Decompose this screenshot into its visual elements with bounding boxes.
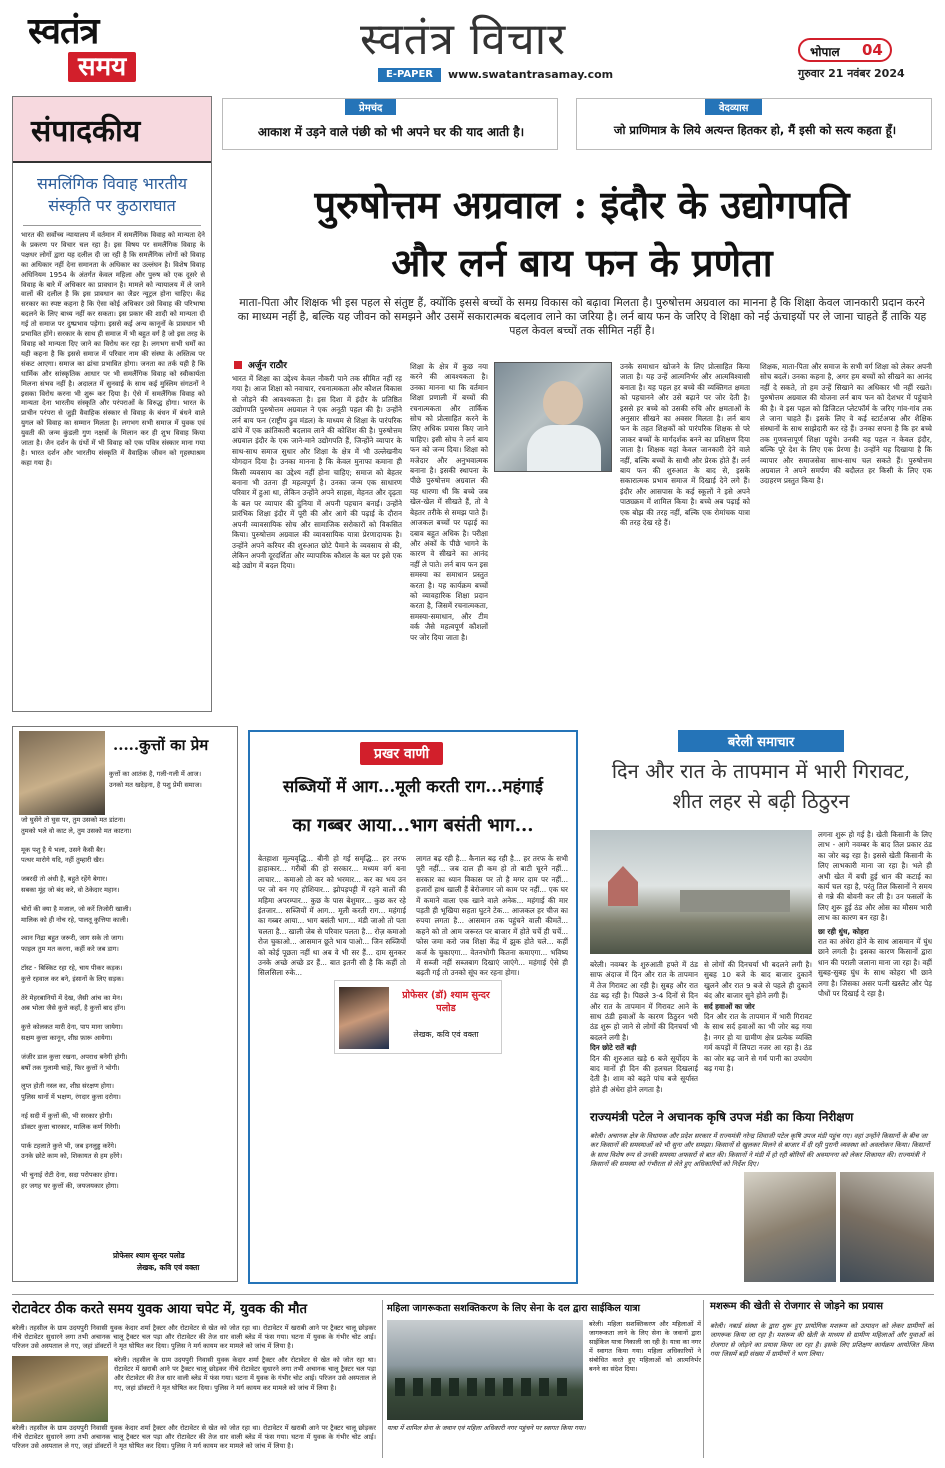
epaper-badge: E-PAPER xyxy=(378,68,441,82)
poem-line: कुत्ते रहवाल कर बने, इंसानों के लिए सड़क। xyxy=(21,974,124,983)
poem-line: तुमको भले वो काट ले, तुम उसको मत काटना। xyxy=(21,826,132,835)
prakhar-author-photo xyxy=(339,987,389,1049)
cycle-photo xyxy=(387,1320,583,1420)
poem-line: हर जगह घर कुत्तों की, जयजयकार होगा। xyxy=(21,1181,119,1190)
cycle-headline: महिला जागरूकता सशक्तिकरण के लिए सेना के दल द्वारा साईकिल यात्रा xyxy=(387,1303,641,1314)
poem-line: नई सदी में कुत्तों की, भी सरकार होगी। xyxy=(21,1111,113,1120)
poem-line: उनको मत खदेड़ना, है पशु प्रेमी समाज। xyxy=(109,780,202,789)
lead-byline xyxy=(234,358,402,372)
cycle-story xyxy=(382,1300,704,1458)
poem-box xyxy=(12,726,238,1282)
poem-line: पुलिस थानों में भक्षण, रंगदार कुत्ता दरोगा। xyxy=(21,1093,121,1102)
issue-date: गुरुवार 21 नवंबर 2024 xyxy=(798,67,905,80)
poem-line: कुत्ते कोलकत मारी देना, पाप माना जायेगा। xyxy=(21,1023,123,1032)
poem-line: बर्षों तक गुलामी चाहें, फिर कुत्तों ने भोगी। xyxy=(21,1063,120,1072)
rotavator-photo xyxy=(12,1356,108,1422)
poem-line: अब भोला जैसे कुत्ते कहाँ, है कुत्तों बाद हाँन। xyxy=(21,1004,126,1013)
poem-line: पार्क टहलाते कुत्ते भी, जब इनलुड्ड करेंगे। xyxy=(21,1141,117,1150)
bottom-row-rule xyxy=(12,1294,934,1295)
patel-text: बरेली। अचानक क्षेत्र के विधायक और प्रदेश सरकार में राज्यमंत्री नरेन्द्र शिवाजी पटेल कृषि उपज मंडी पहुंच गए। वहां उन्होंने किसानों के बीच जा कर किसानों की समस्याओं को भी सुना और समझा। किसानों से खुलकर मिलने से बाजार में दी रही पुरानी व्यवस्था को अवलोकन किया। किसानों के साथ विशेष रूप से उनकी समस्या अफसरों से बात की। किसानों ने मंडी में हो रही बोरियों की अवमानना को लेकर शिकायत की। राज्यमंत्री ने किसानों की समस्या को गंभीरता से लेते हुए अधिकारियों को निर्देश दिए। xyxy=(590,1132,930,1169)
prakhar-label: प्रखर वाणी xyxy=(360,742,443,765)
poem-author: प्रोफेसर श्याम सुन्दर पलोड xyxy=(113,1251,185,1260)
patel-section xyxy=(588,1108,934,1284)
bareli-subhead2: सर्द हवाओं का जोर xyxy=(704,1001,755,1011)
mushroom-story xyxy=(710,1300,934,1458)
poem-line: जबरदी तो अंधी है, बहुते रहेंगे बेगार। xyxy=(21,875,108,884)
bareli-col2-text: से लोगों की दिनचर्या भी बदलने लगी है। सुबह 10 बजे के बाद बाजार दुकानें खुलने और रात 9 बजे से पहले ही दुकानें बंद और बाजार सुने होने लगी हैं। xyxy=(704,960,812,1001)
lead-portrait-photo xyxy=(494,362,612,472)
site-url[interactable]: www.swatantrasamay.com xyxy=(448,68,614,81)
editorial-header xyxy=(13,97,211,163)
prakhar-author-role: लेखक, कवि एवं वक्ता xyxy=(413,1030,479,1039)
quote-left xyxy=(222,98,558,150)
poem-line: टॉस्ट - बिस्किट रहा रहे, चाय पीकर कड़क। xyxy=(21,963,123,972)
lead-col4: शिक्षक, माता-पिता और समाज के सभी वर्ग शिक्षा को लेकर अपनी सोच बदलें। उनका कहना है, अगर हम बच्चों को सीखने का आनंद नहीं दे सकते, तो हम उन्हें सिखाने का अधिकार भी नहीं रखते। पुरुषोत्तम अग्रवाल की योजना लर्न बाय फन को देशभर में पहुंचाने की है। वे इस पहल को डिजिटल प्लेटफॉर्म के जरिए गांव-गांव तक ले जाना चाहते हैं। इसके लिए वे कई स्टार्टअप्स और शैक्षिक संस्थानों के साथ साझेदारी कर रहे हैं। उनका सपना है कि हर बच्चे तक गुणवत्तापूर्ण शिक्षा पहुंचे। उनकी यह पहल न केवल इंदौर, बल्कि पूरे देश के लिए एक प्रेरणा है। उन्होंने यह दिखाया है कि व्यापार और समाजसेवा साथ-साथ चल सकते हैं। पुरुषोत्तम अग्रवाल ने अपने समर्पण की बदौलत हर किसी के लिए एक उदाहरण प्रस्तुत किया है। xyxy=(760,362,932,486)
prakhar-headline-line2: का गब्बर आया...भाग बसंती भाग... xyxy=(292,815,534,836)
bareli-headline: दिन और रात के तापमान में भारी गिरावट, शीत लहर से बढ़ी ठिठुरन xyxy=(611,759,911,813)
mushroom-text: बरेली। नबार्ड संस्था के द्वारा शुरू हुए प्रायोगिक मशरूम को उत्पादन को लेकर ग्रामीणों को जागरूक किया जा रहा है। मशरूम की खेती के माध्यम से ग्रामीण महिलाओं और युवाओं को रोजगार से जोड़ने का प्रयास किया जा रहा है। इसके लिए प्रशिक्षण कार्यक्रम आयोजित किया गया जिसमें बड़ी संख्या में ग्रामीणों ने भाग लिया। xyxy=(710,1322,934,1359)
patel-text-left xyxy=(590,1172,740,1282)
masthead xyxy=(0,0,945,92)
lead-col1: भारत में शिक्षा का उद्देश्य केवल नौकरी पाने तक सीमित नहीं रह गया है। आज शिक्षा को नवाचार, रचनात्मकता और कौशल विकास से जोड़ने की आवश्यकता है। इस दिशा में इंदौर के प्रतिष्ठित उद्योगपति पुरुषोत्तम अग्रवाल ने एक अनूठी पहल की है। उन्होंने लर्न बाय फन (राष्ट्रीय ढ्रुव मंडल) के माध्यम से शिक्षा के पारंपरिक ढांचे में एक क्रांतिकारी बदलाव लाने की कोशिश की है। पुरुषोत्तम अग्रवाल इंदौर के एक जाने-माने उद्योगपति हैं, जिन्होंने व्यापार के साथ-साथ समाज सुधार और शिक्षा के क्षेत्र में भी उल्लेखनीय योगदान दिया है। उनका मानना है कि केवल मुनाफा कमाना ही किसी व्यवसाय का उद्देश्य नहीं होना चाहिए; समाज को बेहतर बनाना भी उतना ही महत्वपूर्ण है। उनका जन्म एक साधारण परिवार में हुआ था, लेकिन उन्होंने अपने साहस, मेहनत और दृढ़ता के बल पर व्यापार की दुनिया में अपनी पहचान बनाई। उन्होंने प्रारंभिक शिक्षा इंदौर में पूरी की और आगे की पढ़ाई के दौरान अपनी व्यावसायिक सोच और सामाजिक सरोकारों को विकसित किया। पुरुषोत्तम अग्रवाल की व्यावसायिक यात्रा प्रेरणादायक है। उन्होंने अपने करियर की शुरुआत छोटे पैमाने के व्यवसाय से की, लेकिन अपनी दूरदर्शिता और व्यापारिक कौशल के बल पर इसे एक बड़े उद्योग में बदल दिया। xyxy=(232,374,402,571)
roof-shape xyxy=(680,890,790,912)
mushroom-headline: मशरूम की खेती से रोजगार से जोड़ने का प्रयास xyxy=(710,1301,884,1312)
prakhar-box xyxy=(248,730,578,1284)
rotavator-story xyxy=(12,1300,376,1458)
poem-line: लुप्त होती नस्ल का, शीघ्र संरक्षण होगा। xyxy=(21,1082,114,1091)
masthead-title: स्वतंत्र विचार xyxy=(360,14,567,65)
poem-line: तेरे मेहरबानियों में देख, जैसी आंच का मेन। xyxy=(21,993,123,1002)
byline-marker-icon xyxy=(234,361,242,369)
bareli-side-subhead: छा रही धुंध, कोहरा xyxy=(818,926,869,936)
rotavator-text-top: बरेली। तहसील के ग्राम उदयपुरी निवासी युवक केदार शर्मा ट्रैक्टर और रोटावेटर से खेत को जोत रहा था। रोटावेटर में खराबी आने पर ट्रैक्टर चालू छोड़कर नीचे रोटावेटर सुधारने लगा तभी अचानक चालू ट्रैक्टर चल पड़ा और रोटावेटर की तेज धार वाली ब्लेड में फंस गया। घटना में युवक के गंभीर चोट आई। परिजन उसे अस्पताल ले गए, जहां डॉक्टरों ने मृत घोषित कर दिया। पुलिस ने मर्ग कायम कर मामले को जांच में लिया है। xyxy=(12,1324,376,1351)
prakhar-headline-line1: सब्जियों में आग...मूली करती राग...महंगाई xyxy=(283,777,543,796)
patel-photo-2 xyxy=(840,1172,934,1282)
poem-line: श्वान निद्रा बहुत जरूरी, जाग सके तो जाग। xyxy=(21,934,124,943)
editorial-section-title: संपादकीय xyxy=(31,114,141,149)
poem-line: चोरों की क्या है मजाल, जो करें तिजोरी खाली। xyxy=(21,904,132,913)
byline-author: अर्जुन राठौर xyxy=(248,361,287,371)
portrait-shirt xyxy=(527,425,601,471)
lead-col2: शिक्षा के क्षेत्र में कुछ नया करने की आवश्यकता है। उनका मानना था कि वर्तमान शिक्षा प्रणाली में बच्चों की रचनात्मकता और तार्किक सोच को प्रोत्साहित करने के लिए अधिक प्रयास किए जाने चाहिए। इसी सोच ने लर्न बाय फन को जन्म दिया। शिक्षा को मजेदार और अनुभवात्मक बनाना है। इसकी स्थापना के पीछे पुरुषोत्तम अग्रवाल की यह धारणा थी कि बच्चे जब खेल-खेल में सीखते हैं, तो वे बेहतर तरीके से समझ पाते हैं। आजकल बच्चों पर पढ़ाई का दबाव बहुत अधिक है। परीक्षा और अंकों के पीछे भागने के कारण वे सीखने का आनंद नहीं ले पाते। लर्न बाय फन इस समस्या का समाधान प्रस्तुत करता है। यह कार्यक्रम बच्चों को व्यावहारिक शिक्षा प्रदान करता है, जिसमें रचनात्मकता, समस्या-समाधान, और टीम वर्क जैसे महत्वपूर्ण कौशलों पर जोर दिया जाता है। xyxy=(410,362,488,642)
bareli-col2 xyxy=(704,960,812,1098)
bareli-subhead1: दिन छोटे रातें बड़ी xyxy=(590,1043,637,1053)
poem-line: सक्षम कुत्ता कानून, शीघ्र फ़ारू आयेगा। xyxy=(21,1033,113,1042)
poem-title: .....कुत्तों का प्रेम xyxy=(113,736,209,754)
quote-left-text: आकाश में उड़ने वाले पंछी को भी अपने घर की याद आती है। xyxy=(257,125,525,139)
cycle-text: बरेली। महिला सशक्तिकरण और महिलाओं में जागरूकता लाने के लिए सेना के जवानों द्वारा साईकिल यात्रा निकाली जा रही है। यात्रा का नगर में स्वागत किया गया। महिला अधिकारियों ने संबोधित करते हुए महिलाओं को आत्मनिर्भर बनने का संदेश दिया। xyxy=(589,1320,701,1373)
quote-right xyxy=(576,98,932,150)
portrait-figure xyxy=(543,381,583,425)
rotavator-headline: रोटावेटर ठीक करते समय युवक आया चपेट में, युवक की मौत xyxy=(12,1302,307,1317)
poem-line: पत्थर मारोगे यदि, नहीं तुम्हारी खैर। xyxy=(21,856,105,865)
poem-line: सबका मूंह जो बंद करे, वो ठेकेदार महान। xyxy=(21,885,120,894)
bareli-fog-photo xyxy=(590,830,812,954)
cycle-caption: यात्रा में शामिल सेना के जवान एवं महिला अधिकारी नगर पहुंचने पर स्वागत किया गया। xyxy=(387,1424,586,1432)
logo xyxy=(28,12,168,82)
bareli-label: बरेली समाचार xyxy=(678,730,844,752)
temple-shape xyxy=(608,866,638,906)
prakhar-author-name: प्रोफेसर (डॉ) श्याम सुन्दर पलोड xyxy=(402,990,490,1014)
city-name: भोपाल xyxy=(810,45,840,59)
rotavator-text-side: बरेली। तहसील के ग्राम उदयपुरी निवासी युवक केदार शर्मा ट्रैक्टर और रोटावेटर से खेत को जोत रहा था। रोटावेटर में खराबी आने पर ट्रैक्टर चालू छोड़कर नीचे रोटावेटर सुधारने लगा तभी अचानक चालू ट्रैक्टर चल पड़ा और रोटावेटर की तेज धार वाली ब्लेड में फंस गया। घटना में युवक के गंभीर चोट आई। परिजन उसे अस्पताल ले गए, जहां डॉक्टरों ने मृत घोषित कर दिया। पुलिस ने मर्ग कायम कर मामले को जांच में लिया है। xyxy=(114,1356,376,1392)
poem-line: मालिक को ही नोच रहे, पालतू कुत्तिया काली। xyxy=(21,915,129,924)
bareli-col1-text: बरेली। नवम्बर के शुरुआती हफ्ते में ठंड साफ अंदाज में दिन और रात के तापमान में तेज गिरावट आ रही है। सुबह और रात ठंड बढ़ रही है। पिछले 3-4 दिनों से दिन और रात के तापमान में गिरावट आने के साथ ठंडी हवाओं के कारण ठिठुरन भरी ठंड शुरू हो जाने से लोगों की दिनचर्या भी बदलने लगी है। xyxy=(590,960,698,1042)
cyclists-row xyxy=(395,1378,575,1396)
poem-line: फाइल तुम मत करना, कहीं करे जब डाग। xyxy=(21,945,119,954)
editorial-box xyxy=(12,96,212,712)
bareli-side-text2: रात का अंधेरा होने के साथ आसमान में घुंध छाने लगती है। इसका कारण किसानों द्वारा धान की पराली जलाना माना जा रहा है। वहीं सुबह-सुबह घुंध के साथ कोहरा भी छाने लगा है। जिसका असर पत्नी खस्लैट और पेड़ पौधों पर दिखाई दे रहा है। xyxy=(818,937,932,999)
poem-line: कुत्तों का आतंक है, गली-गली में आज। xyxy=(109,770,202,778)
poem-line: भी चुनाई रोटी देना, सदा परोपकार होगा। xyxy=(21,1171,118,1180)
poem-line: उनके छोटे काम को, शिकायत से हम हरेंगे। xyxy=(21,1152,123,1161)
bareli-side-column xyxy=(818,830,932,1094)
bareli-section xyxy=(588,730,934,1102)
lead-headline-line1: पुरुषोत्तम अग्रवाल : इंदौर के उद्योगपति xyxy=(314,182,850,227)
lead-deck: माता-पिता और शिक्षक भी इस पहल से संतुष्ट हैं, क्योंकि इससे बच्चों के समग्र विकास को बढ़ावा मिलता है। पुरुषोत्तम अग्रवाल का मानना है कि शिक्षा केवल जानकारी प्रदान करने का माध्यम नहीं है, बल्कि यह जीवन को समझने और उसमें सकारात्मक बदलाव लाने का जरिया है। लर्न बाय फन के जरिए वे शिक्षा को नई ऊंचाइयों पर ले जाना चाहते हैं ताकि यह पहल केवल बच्चों तक सीमित नहीं है। xyxy=(237,296,927,337)
logo-top-text: स्वतंत्र xyxy=(28,10,99,52)
editorial-rule xyxy=(23,225,201,226)
lead-col3: उनके समाधान खोजने के लिए प्रोत्साहित किया जाता है। यह उन्हें आत्मनिर्भर और आत्मविश्वासी बनाता है। यह पहल हर बच्चे की व्यक्तिगत क्षमता को पहचानने और उसे बढ़ाने पर जोर देती है। इससे हर बच्चे को उसकी रुचि और क्षमताओं के अनुसार सीखने का अवसर मिलता है। लर्न बाय फन के तहत शिक्षकों को पारंपरिक शिक्षक से परे जाकर बच्चों के मार्गदर्शक बनने का प्रशिक्षण दिया जाता है। शिक्षक यहां केवल जानकारी देने वाले नहीं, बल्कि बच्चों के साथी और प्रेरक होते हैं। लर्न बाय फन की शुरुआत के बाद से, इसके सकारात्मक प्रभाव समाज में दिखाई देने लगे हैं। इंदौर और आसपास के कई स्कूलों ने इसे अपने पाठ्यक्रम में शामिल किया है। बच्चे अब पढ़ाई को एक बोझ की तरह नहीं, बल्कि एक रोमांचक यात्रा की तरह देख रहे हैं। xyxy=(620,362,750,528)
poem-line: जो घुसेंगे तो घुस पर, तुम उसको मत डांटना। xyxy=(21,816,126,824)
poem-line: जंजीर डाल कुत्ता रखना, अपराध बनेगी होगी। xyxy=(21,1052,128,1061)
quote-left-author: प्रेमचंद xyxy=(345,99,396,115)
poem-line: डॉक्टर कुत्ता चारकार, मालिक कर्ण गिरेगी। xyxy=(21,1122,121,1131)
bareli-col2b-text: दिन और रात के तापमान में भारी गिरावट के साथ सर्द हवाओं का भी जोर बढ़ गया है। नगर हो या ग्रामीण क्षेत्र प्रत्येक व्यक्ति गर्म कपड़ों में लिपटा नजर आ रहा है। ठंड का जोर बढ़ जाने से गर्म पानी का उपयोग बढ़ गया है। xyxy=(704,1012,812,1074)
poem-author-role: लेखक, कवि एवं वक्ता xyxy=(137,1263,200,1272)
editorial-headline: समलिंगिक विवाह भारतीय संस्कृति पर कुठाराघात xyxy=(36,174,188,215)
patel-headline: राज्यमंत्री पटेल ने अचानक कृषि उपज मंडी का किया निरीक्षण xyxy=(590,1110,854,1124)
quote-right-text: जो प्राणिमात्र के लिये अत्यन्त हितकर हो, मैं इसी को सत्य कहता हूँ। xyxy=(613,123,897,137)
prakhar-author-card xyxy=(334,980,502,1054)
logo-bottom-text: समय xyxy=(68,52,136,82)
quote-right-author: वेदव्यास xyxy=(705,99,762,115)
poem-line: मूक पशु है ये भला, उसने कैसी बैर। xyxy=(21,845,106,854)
page-number: 04 xyxy=(862,41,883,59)
bareli-col1b-text: दिन की शुरुआत खड़े 6 बजे सूर्योदय के बाद मानों ही दिन की हलचल दिखलाई देती है। शाम को बढ़ते पांच बजे सूर्यास्त होते ही अंधेरा होने लगता है। xyxy=(590,1053,698,1094)
lead-headline-line2: और लर्न बाय फन के प्रणेता xyxy=(391,240,773,285)
prakhar-col2: लागत बढ़ रही है... कैनाल बढ़ रही है... हर तरफ के सभी पूरी नहीं... जब दाल ही कम हो तो बाटी चूरने नहीं... सरकार का ध्यान विकास पर तो है मगर दाम पर नहीं... हजारों हाथ खाली हैं बेरोजगार जो काम पर नहीं... एक घर में कमाने वाला एक खाने वाले अनेक... महंगाई की मार पड़ती ही भूखिया सहता घुटने टेक... आजकल हर चीज का रुपया लगता है... आसमान तक पहुंचने वाली कीमतें... कहने को तो आम जरूरत पर बाजार में होते चर्चे ही चर्चे... फोस जमा करो जब शिक्षा केंद्र में झुक होते चले... कहीं कर्ज के चुकाएगा... वेतनभोगी कितना कमाएगा... भविष्य में सब्जी नहीं सब्जबाग दिखाएं जाएंगे... महंगाई ऐसे ही बढ़ती गई तो उनको सूंघ कर रहना होगा। xyxy=(416,854,568,978)
poem-lines xyxy=(21,769,233,1239)
city-box xyxy=(798,38,892,62)
rotavator-text-bottom: बरेली। तहसील के ग्राम उदयपुरी निवासी युवक केदार शर्मा ट्रैक्टर और रोटावेटर से खेत को जोत रहा था। रोटावेटर में खराबी आने पर ट्रैक्टर चालू छोड़कर नीचे रोटावेटर सुधारने लगा तभी अचानक चालू ट्रैक्टर चल पड़ा और रोटावेटर की तेज धार वाली ब्लेड में फंस गया। घटना में युवक के गंभीर चोट आई। परिजन उसे अस्पताल ले गए, जहां डॉक्टरों ने मृत घोषित कर दिया। पुलिस ने मर्ग कायम कर मामले को जांच में लिया है। xyxy=(12,1424,376,1451)
bareli-side-text: लगना शुरू हो गई है। खेती किसानी के लिए लाभ - आगे नवम्बर के बाद तिल प्रकार ठंड का जोर बढ़ रहा है। इससे खेती किसानी के लिए लाभकारी माना जा रहा है। भले ही अभी खेत में बची हुई धान की कटाई का कार्य चल रहा है, परंतु तिल किसानों ने समय से गन्ने की बोवनी कर ली है। उन फसलों के लिए शुरू हुई ठंड और ओस का मौसम भारी लाभ का कारण बन रहा है। xyxy=(818,830,932,923)
bareli-col1 xyxy=(590,960,698,1098)
prakhar-col1: बेतहाशा मूल्यवृद्धि... बीनी हो गई समृद्धि... हर तरफ हाहाकार... गरीबों की हो सरकार... मध्यम वर्ग बना लाचार... कमाओ तो कर को भरमार... कर का भय उन पर जो बन गए होशियार... झोपड़पट्टी में रहने वालों की महिमा अपरम्पार... कुछ के पास बेशुमार... कुछ कर रहे इंतजार... सब्जियों में आग... मूली करती राग... महंगाई का गब्बर आया... भाग बसंती भाग... मंडी जाओ तो पता चलता है... खाली जेब से परिवार पलता है... रोज़ कमाओ रोज चुकाओ... आसमान छूते भाव पाओ... जिन सब्जियों को कोई पूछता नहीं था अब वे भी सर हैं... दाम सुनकर उनके अच्छे अच्छे डर हैं... बात इतनी सी है कि कहीं तो सिलसिला रुके... xyxy=(258,854,406,978)
patel-photo-1 xyxy=(744,1172,836,1282)
editorial-body: भारत की सर्वोच्च न्यायालय में वर्तमान में समलैंगिक विवाह को मान्यता देने के प्रकरण पर विचार चल रहा है। इस विषय पर समलैंगिक विवाह के पक्षधर लोगों द्वारा यह दलील दी जा रही है कि समलैंगिक लोगों को विवाह का अधिकार नहीं देना समानता के अधिकार का उल्लंघन है। विशेष विवाह अधिनियम 1954 के अंतर्गत केवल महिला और पुरुष को एक दूसरे से विवाह के बारे में अधिकार का प्रावधान है। मामले को न्यायालय में ले जाने वालों की दलील है कि इस प्रावधान का जैडर न्यूट्रल होना चाहिए। केंद्र सरकार का स्पष्ट कहना है कि ऐसा कोई अधिकार उसे विवाह की परिभाषा बदलने के लिए बाध्य नहीं कर सकता। इस प्रकार की शादी को मान्यता दी गई तो समाज पर दुष्प्रभाव पड़ेगा। इससे कई अन्य कानूनों के प्रावधान भी प्रभावित होंगे। सरकार के साथ ही समाज में भी बहुत वर्ग है जो इस तरह के विवाह को मान्यता दिए जाने का विरोध कर रहा है। लगभग सभी धर्मों का यही कहना है कि इससे समाज में परिवार नाम की संस्था के अस्तित्व पर संकट आएगा। समाज का ढांचा प्रभावित होगा। जनता का तर्क यही है कि धार्मिक और सांस्कृतिक आधार पर भी समलैंगिक विवाह को स्वीकार्यता मिलना संभव नहीं है। अदालत में सुनवाई के साथ कई मुस्लिम संगठनों ने इसका विरोध करना भी शुरू कर दिया है। ऐसे में समलैंगिक विवाह को मान्यता देना भारतीय संस्कृति और परंपराओं के विरुद्ध होगा। भारत के प्राचीन परंपरा से जुड़ी वैवाहिक संस्कार से विवाह के बंधन में बंधने वाले युगल को विवाह का सम्मान मिलता है। लगभग सभी समाज में युवक एवं युवती की जन्म कुंडली गुण नक्षत्रों के मिलान कर ही शुभ विवाह किया जाता है। जैन दर्शन के ग्रंथों में भी विवाह को एक पवित्र संस्कार माना गया है। भारत दर्शन और भारतीय संस्कृति में वैवाहिक जीवन को गृहस्थाश्रम कहा गया है। xyxy=(21,231,205,467)
